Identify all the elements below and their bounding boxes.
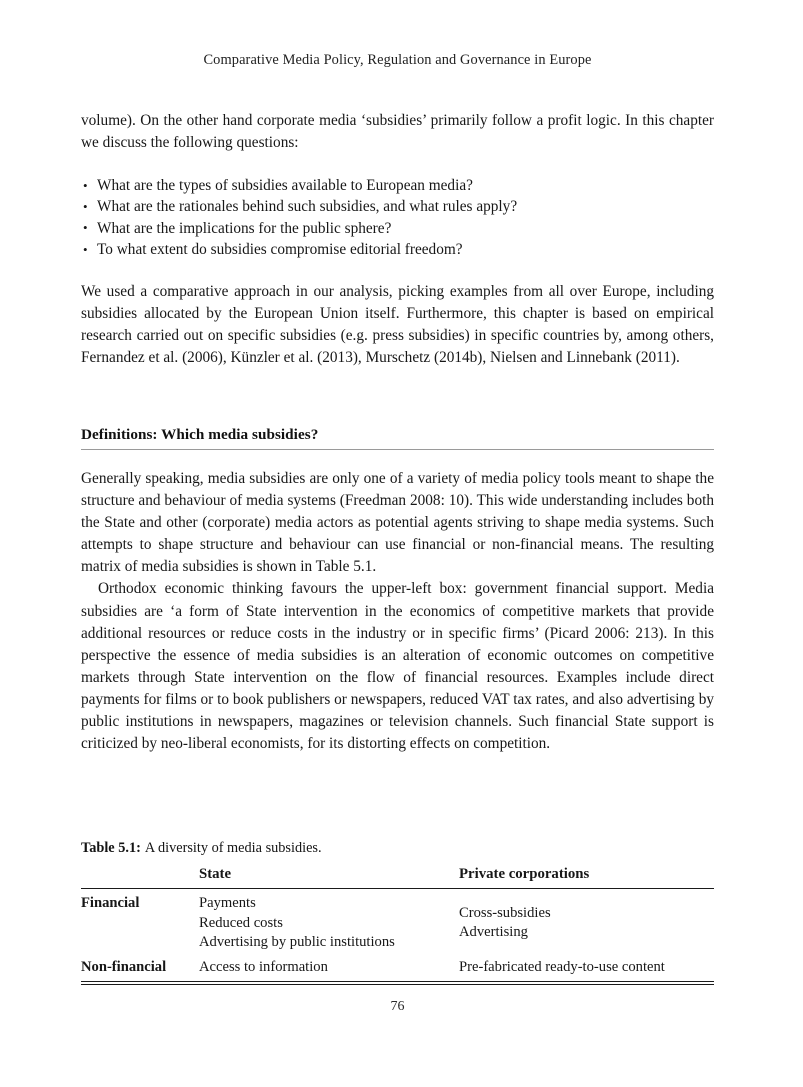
heading-divider [81, 449, 714, 450]
list-item: • To what extent do subsidies compromise editorial freedom? [81, 239, 714, 260]
row-label-financial: Financial [81, 895, 140, 911]
definitions-intro-paragraph: Generally speaking, media subsidies are only one of a variety of media policy tools meant to shape the structure and behaviour of media systems (Freedman 2008: 10). This wide understanding includes both the State and other (corporate) media actors as potential agents striving to shape media systems. Such attempts to shape structure and behaviour can use financial or non-financial means. The resulting matrix of media subsidies is shown in Table 5.1. [81, 470, 714, 576]
orthodox-paragraph: Orthodox economic thinking favours the upper-left box: government financial support. Media subsidies are ‘a form of State intervention in the economics of competitive markets that provide additional resources or reduce costs in the industry or in specific firms’ (Picard 2006: 213). In this perspective the essence of media subsidies is an alteration of economic outcomes on competitive markets through State intervention on the flow of financial resources. Examples include direct payments for films or to book publishers or newspapers, reduced VAT tax rates, and also advertising by public institutions in newspapers, magazines or television channels. Such financial State support is criticized by neo-liberal economists, for its distorting effects on competition. [81, 580, 714, 753]
table-bottom-rule [81, 984, 714, 986]
list-item: • What are the implications for the public sphere? [81, 218, 714, 239]
table-header-state: State [199, 862, 459, 889]
media-subsidies-table [81, 862, 714, 982]
opening-paragraph-block [81, 110, 714, 154]
table-header-blank [81, 862, 199, 889]
cell-line: Cross-subsidies [459, 904, 551, 921]
table-body [81, 889, 714, 982]
definitions-paragraph-block [81, 468, 714, 755]
table-block [81, 839, 714, 985]
cell-nonfinancial-state [199, 956, 459, 982]
table-caption [81, 839, 714, 857]
cell-line: Reduced costs [199, 914, 283, 931]
page-title: Definitions: Which media subsidies? [81, 426, 319, 443]
opening-paragraph: volume). On the other hand corporate media ‘subsidies’ primarily follow a profit logic. In this chapter we discuss the following questions: [81, 112, 714, 152]
running-head: Comparative Media Policy, Regulation and Governance in Europe [203, 52, 592, 68]
table-row [81, 956, 714, 982]
cell-financial-state [199, 889, 459, 956]
page-number: 76 [390, 999, 405, 1014]
cell-line: Advertising by public institutions [199, 934, 395, 950]
approach-paragraph: We used a comparative approach in our analysis, picking examples from all over Europe, including subsidies allocated by the European Union itself. Furthermore, this chapter is based on empirical research carried out on specific subsidies (e.g. press subsidies) in specific countries by, among others, Fernandez et al. (2006), Künzler et al. (2013), Murschetz (2014b), Nielsen and Linnebank (2011). [81, 283, 714, 367]
list-item: • What are the types of subsidies available to European media? [81, 175, 714, 196]
table-header-row [81, 862, 714, 889]
table-header-private: Private corporations [459, 862, 714, 889]
cell-line: Pre-fabricated ready-to-use content [459, 958, 665, 975]
cell-line: Access to information [199, 958, 328, 975]
row-label-non-financial: Non-financial [81, 956, 199, 982]
section-heading-block [81, 425, 714, 450]
cell-line: Payments [199, 895, 256, 911]
table-caption-text: A diversity of media subsidies. [144, 840, 322, 856]
table-caption-label: Table 5.1: [81, 840, 141, 856]
table-head [81, 862, 714, 889]
list-item: • What are the rationales behind such subsidies, and what rules apply? [81, 196, 714, 217]
cell-nonfinancial-private [459, 956, 714, 982]
question-list [81, 175, 714, 261]
cell-line: Advertising [459, 924, 528, 941]
approach-paragraph-block [81, 281, 714, 369]
cell-financial-private [459, 889, 714, 956]
table-row [81, 889, 714, 956]
